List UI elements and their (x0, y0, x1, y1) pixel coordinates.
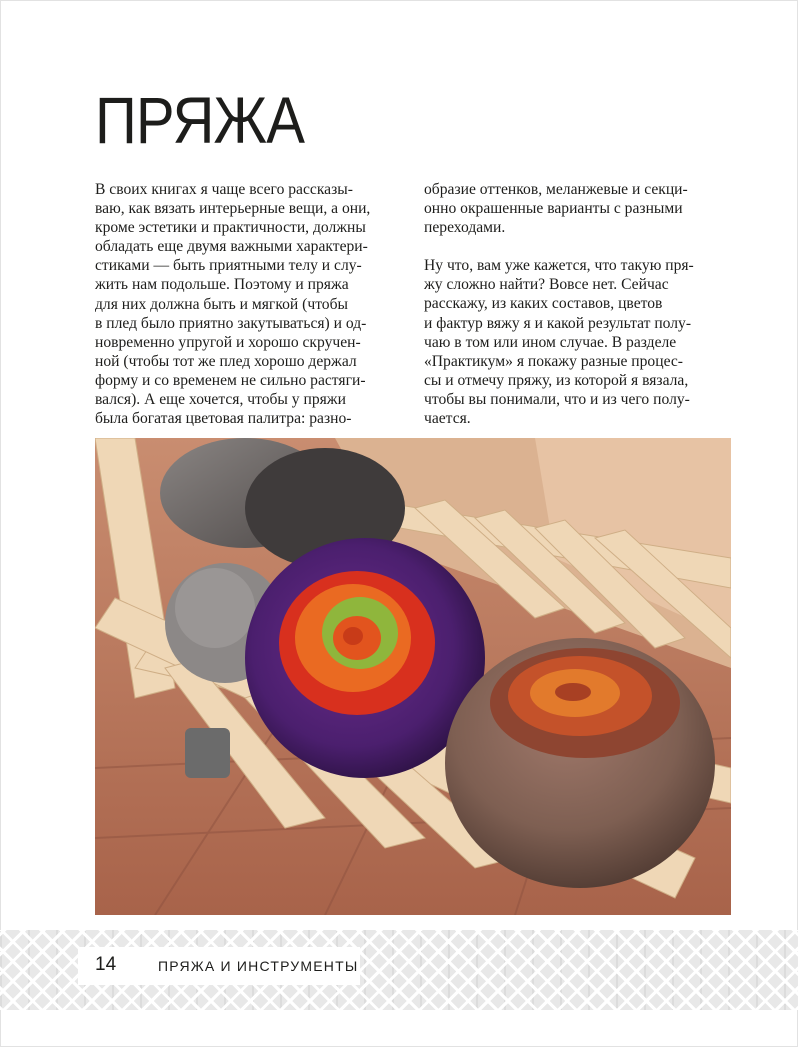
body-line: чтобы вы понимали, что и из чего полу- (424, 390, 690, 408)
body-line: новременно упругой и хорошо скручен- (95, 333, 361, 351)
running-head: ПРЯЖА И ИНСТРУМЕНТЫ (158, 958, 359, 974)
body-line: жить нам подольше. Поэтому и пряжа (95, 276, 349, 294)
body-line: форму и со временем не сильно растяги- (95, 371, 366, 389)
body-line: образие оттенков, меланжевые и секци- (424, 181, 688, 198)
body-line: расскажу, из каких составов, цветов (424, 295, 663, 313)
yarn-illustration (95, 438, 731, 915)
body-line: чаю в том или ином случае. В разделе (424, 333, 677, 351)
caster-wheel (185, 728, 230, 778)
page-title: ПРЯЖА (95, 83, 305, 157)
body-line: ваю, как вязать интерьерные вещи, а они, (95, 200, 371, 218)
yarn-photo (95, 438, 731, 915)
page-number: 14 (95, 954, 117, 975)
paragraph-gap (424, 237, 742, 256)
body-line: онно окрашенные варианты с разными (424, 200, 683, 218)
brown-yarn-ball (445, 638, 715, 888)
body-line: обладать еще двумя важными характери- (95, 238, 368, 256)
body-line: переходами. (424, 219, 506, 237)
body-line: сы и отмечу пряжу, из которой я вязала, (424, 371, 689, 389)
text-column-right (424, 180, 742, 428)
body-line: кроме эстетики и практичности, должны (95, 219, 366, 237)
body-line: вался). А еще хочется, чтобы у пряжи (95, 391, 346, 409)
body-line: стиками — быть приятными телу и слу- (95, 257, 362, 275)
body-line: В своих книгах я чаще всего рассказы- (95, 181, 353, 198)
body-line: была богатая цветовая палитра: разно- (95, 410, 352, 428)
body-line: для них должна быть и мягкой (чтобы (95, 295, 349, 313)
body-line: ной (чтобы тот же плед хорошо держал (95, 352, 357, 370)
body-line: Ну что, вам уже кажется, что такую пря- (424, 257, 694, 275)
text-column-left (95, 180, 405, 428)
body-line: в плед было приятно закутываться) и од- (95, 314, 367, 332)
body-line: «Практикум» я покажу разные процес- (424, 352, 683, 370)
body-line: и фактур вяжу я и какой результат полу- (424, 314, 692, 332)
body-line: жу сложно найти? Вовсе нет. Сейчас (424, 276, 669, 294)
body-line: чается. (424, 410, 471, 428)
